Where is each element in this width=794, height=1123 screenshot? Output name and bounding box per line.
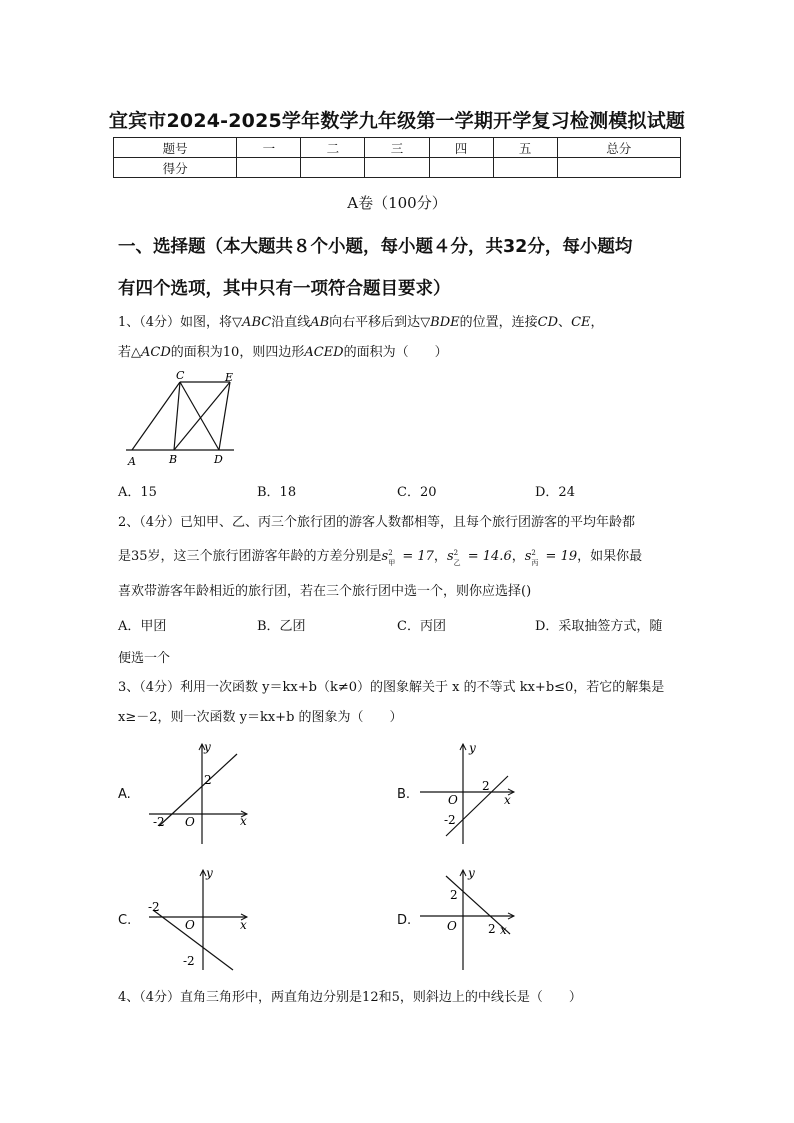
- q1-line1: [118, 313, 604, 333]
- q3-graph-d: [418, 866, 528, 974]
- q1-option-d[interactable]: D．24: [535, 485, 575, 500]
- q2-script: [453, 549, 464, 567]
- score-table-cell: 题号: [114, 138, 237, 158]
- x-label: x: [240, 918, 247, 932]
- q2-sub: 甲: [388, 559, 396, 567]
- q2-sup: 2: [453, 549, 459, 557]
- score-row-label: 得分: [114, 158, 237, 178]
- q2-sub: 丙: [531, 559, 539, 567]
- q1-math: ▽ABC: [232, 315, 272, 330]
- q1-segment: [180, 382, 219, 450]
- q1-line2: [118, 343, 448, 363]
- q1-math: CD: [537, 315, 559, 330]
- section-heading: A卷（100分）: [347, 194, 447, 212]
- q1-text: 的面积为（ ）: [343, 345, 448, 360]
- score-input-cell[interactable]: [493, 158, 557, 178]
- part1-heading-line1: 一、选择题（本大题共８个小题，每小题４分，共32分，每小题均: [118, 237, 633, 257]
- q2-script: [388, 549, 398, 567]
- q2-var: s: [446, 549, 454, 564]
- q2-text: 是35岁，这三个旅行团游客年龄的方差分别是: [118, 549, 382, 564]
- q2-value: = 17: [398, 549, 434, 564]
- q1-text: ，: [590, 315, 604, 330]
- q3-graph-a: [145, 740, 255, 848]
- q2-option-c[interactable]: C．丙团: [397, 619, 446, 634]
- q2-line3: 喜欢带游客年龄相近的旅行团，若在三个旅行团中选一个，则你应选择(): [118, 584, 532, 599]
- origin-label: O: [185, 918, 195, 932]
- q1-text: 、: [558, 315, 572, 330]
- q1-math: CE: [571, 315, 591, 330]
- q3-option-c-label[interactable]: C.: [118, 913, 132, 928]
- intercept-label: 2: [450, 888, 458, 902]
- x-label: x: [240, 814, 247, 828]
- q2-sub: 乙: [453, 559, 461, 567]
- q1-segment: [219, 382, 230, 450]
- q1-math: ▽BDE: [420, 315, 460, 330]
- score-table-cell: 四: [429, 138, 493, 158]
- q2-text: ，如果你最: [577, 549, 643, 564]
- q1-math: ACED: [304, 345, 344, 360]
- q2-line1: 2、（4分）已知甲、乙、丙三个旅行团的游客人数都相等，且每个旅行团游客的平均年龄都: [118, 515, 636, 530]
- q1-label-e: E: [225, 371, 234, 384]
- q1-text: 如图，将: [180, 315, 233, 330]
- y-label: y: [204, 740, 211, 754]
- q1-option-a[interactable]: A．15: [118, 485, 157, 500]
- q1-number: 1、（4分）: [118, 315, 181, 330]
- score-input-cell[interactable]: [237, 158, 301, 178]
- score-input-cell[interactable]: [365, 158, 429, 178]
- q2-sup: 2: [388, 549, 393, 557]
- origin-label: O: [448, 793, 458, 807]
- q1-option-c[interactable]: C．20: [397, 485, 437, 500]
- page-title: 宜宾市2024-2025学年数学九年级第一学期开学复习检测模拟试题: [108, 110, 686, 132]
- q3-option-b-label[interactable]: B.: [397, 787, 411, 802]
- q3-graph-c: [145, 866, 255, 974]
- q3-line1: 3、（4分）利用一次函数 y＝kx+b（k≠0）的图象解关于 x 的不等式 kx+b≤0，若它的解集是: [118, 680, 665, 695]
- q1-math: AB: [310, 315, 330, 330]
- score-input-cell[interactable]: [429, 158, 493, 178]
- function-line: [159, 754, 237, 826]
- q2-value: = 14.6: [463, 549, 512, 564]
- intercept-label: -2: [444, 813, 456, 827]
- score-table-cell: 一: [237, 138, 301, 158]
- q2-option-d[interactable]: D．采取抽签方式，随: [535, 619, 663, 634]
- q1-label-d: D: [214, 453, 223, 466]
- q1-text: 的位置，连接: [459, 315, 538, 330]
- intercept-label: -2: [153, 815, 165, 829]
- score-table-cell: 三: [365, 138, 429, 158]
- q1-text: 的面积为10，则四边形: [170, 345, 305, 360]
- score-input-cell[interactable]: [557, 158, 680, 178]
- q3-graph-b: [418, 740, 528, 848]
- score-table-cell: 二: [301, 138, 365, 158]
- q1-text: 若: [118, 345, 132, 360]
- origin-label: O: [447, 919, 457, 933]
- y-label: y: [469, 741, 476, 755]
- q2-option-d-continued: 便选一个: [118, 651, 171, 666]
- y-label: y: [468, 866, 475, 880]
- score-table-score-row: [114, 158, 681, 178]
- q1-text: 向右平移后到达: [329, 315, 421, 330]
- q2-line2: 是35岁，这三个旅行团游客年龄的方差分别是s 2 甲 = 17，s 2 乙 = 14.6，s 2 丙 = 19，如果你最: [118, 547, 642, 567]
- q2-script: [531, 549, 541, 567]
- score-input-cell[interactable]: [301, 158, 365, 178]
- q2-var: s: [524, 549, 532, 564]
- q3-option-a-label[interactable]: A.: [118, 787, 131, 802]
- q3-option-d-label[interactable]: D.: [397, 913, 412, 928]
- score-table-header-row: [114, 138, 681, 158]
- origin-label: O: [185, 815, 195, 829]
- part1-heading-line2: 有四个选项，其中只有一项符合题目要求）: [118, 279, 451, 299]
- q1-segment: [132, 382, 180, 450]
- intercept-label: -2: [148, 900, 160, 914]
- q4-line1: 4、（4分）直角三角形中，两直角边分别是12和5，则斜边上的中线长是（ ）: [118, 990, 582, 1005]
- q1-segment: [174, 382, 180, 450]
- intercept-label: 2: [204, 773, 212, 787]
- y-label: y: [206, 866, 213, 880]
- q1-label-b: B: [169, 453, 178, 466]
- score-table: [113, 137, 681, 178]
- q2-option-a[interactable]: A．甲团: [118, 619, 167, 634]
- q1-text: 沿直线: [271, 315, 311, 330]
- intercept-label: 2: [488, 922, 496, 936]
- q2-sup: 2: [531, 549, 536, 557]
- x-label: x: [504, 793, 511, 807]
- intercept-label: 2: [482, 779, 490, 793]
- intercept-label: -2: [183, 954, 195, 968]
- score-table-cell: 五: [493, 138, 557, 158]
- q1-label-c: C: [176, 370, 185, 382]
- score-table-cell: 总分: [557, 138, 680, 158]
- q1-math: △ACD: [131, 345, 171, 360]
- q1-figure: [118, 370, 248, 470]
- q2-value: = 19: [541, 549, 578, 564]
- q2-option-b[interactable]: B．乙团: [257, 619, 306, 634]
- q1-label-a: A: [128, 455, 136, 468]
- q3-line2: x≥－2，则一次函数 y＝kx+b 的图象为（ ）: [118, 710, 403, 725]
- q2-var: s: [381, 549, 389, 564]
- x-label: x: [500, 923, 507, 937]
- q1-option-b[interactable]: B．18: [257, 485, 297, 500]
- q1-segment: [174, 382, 230, 450]
